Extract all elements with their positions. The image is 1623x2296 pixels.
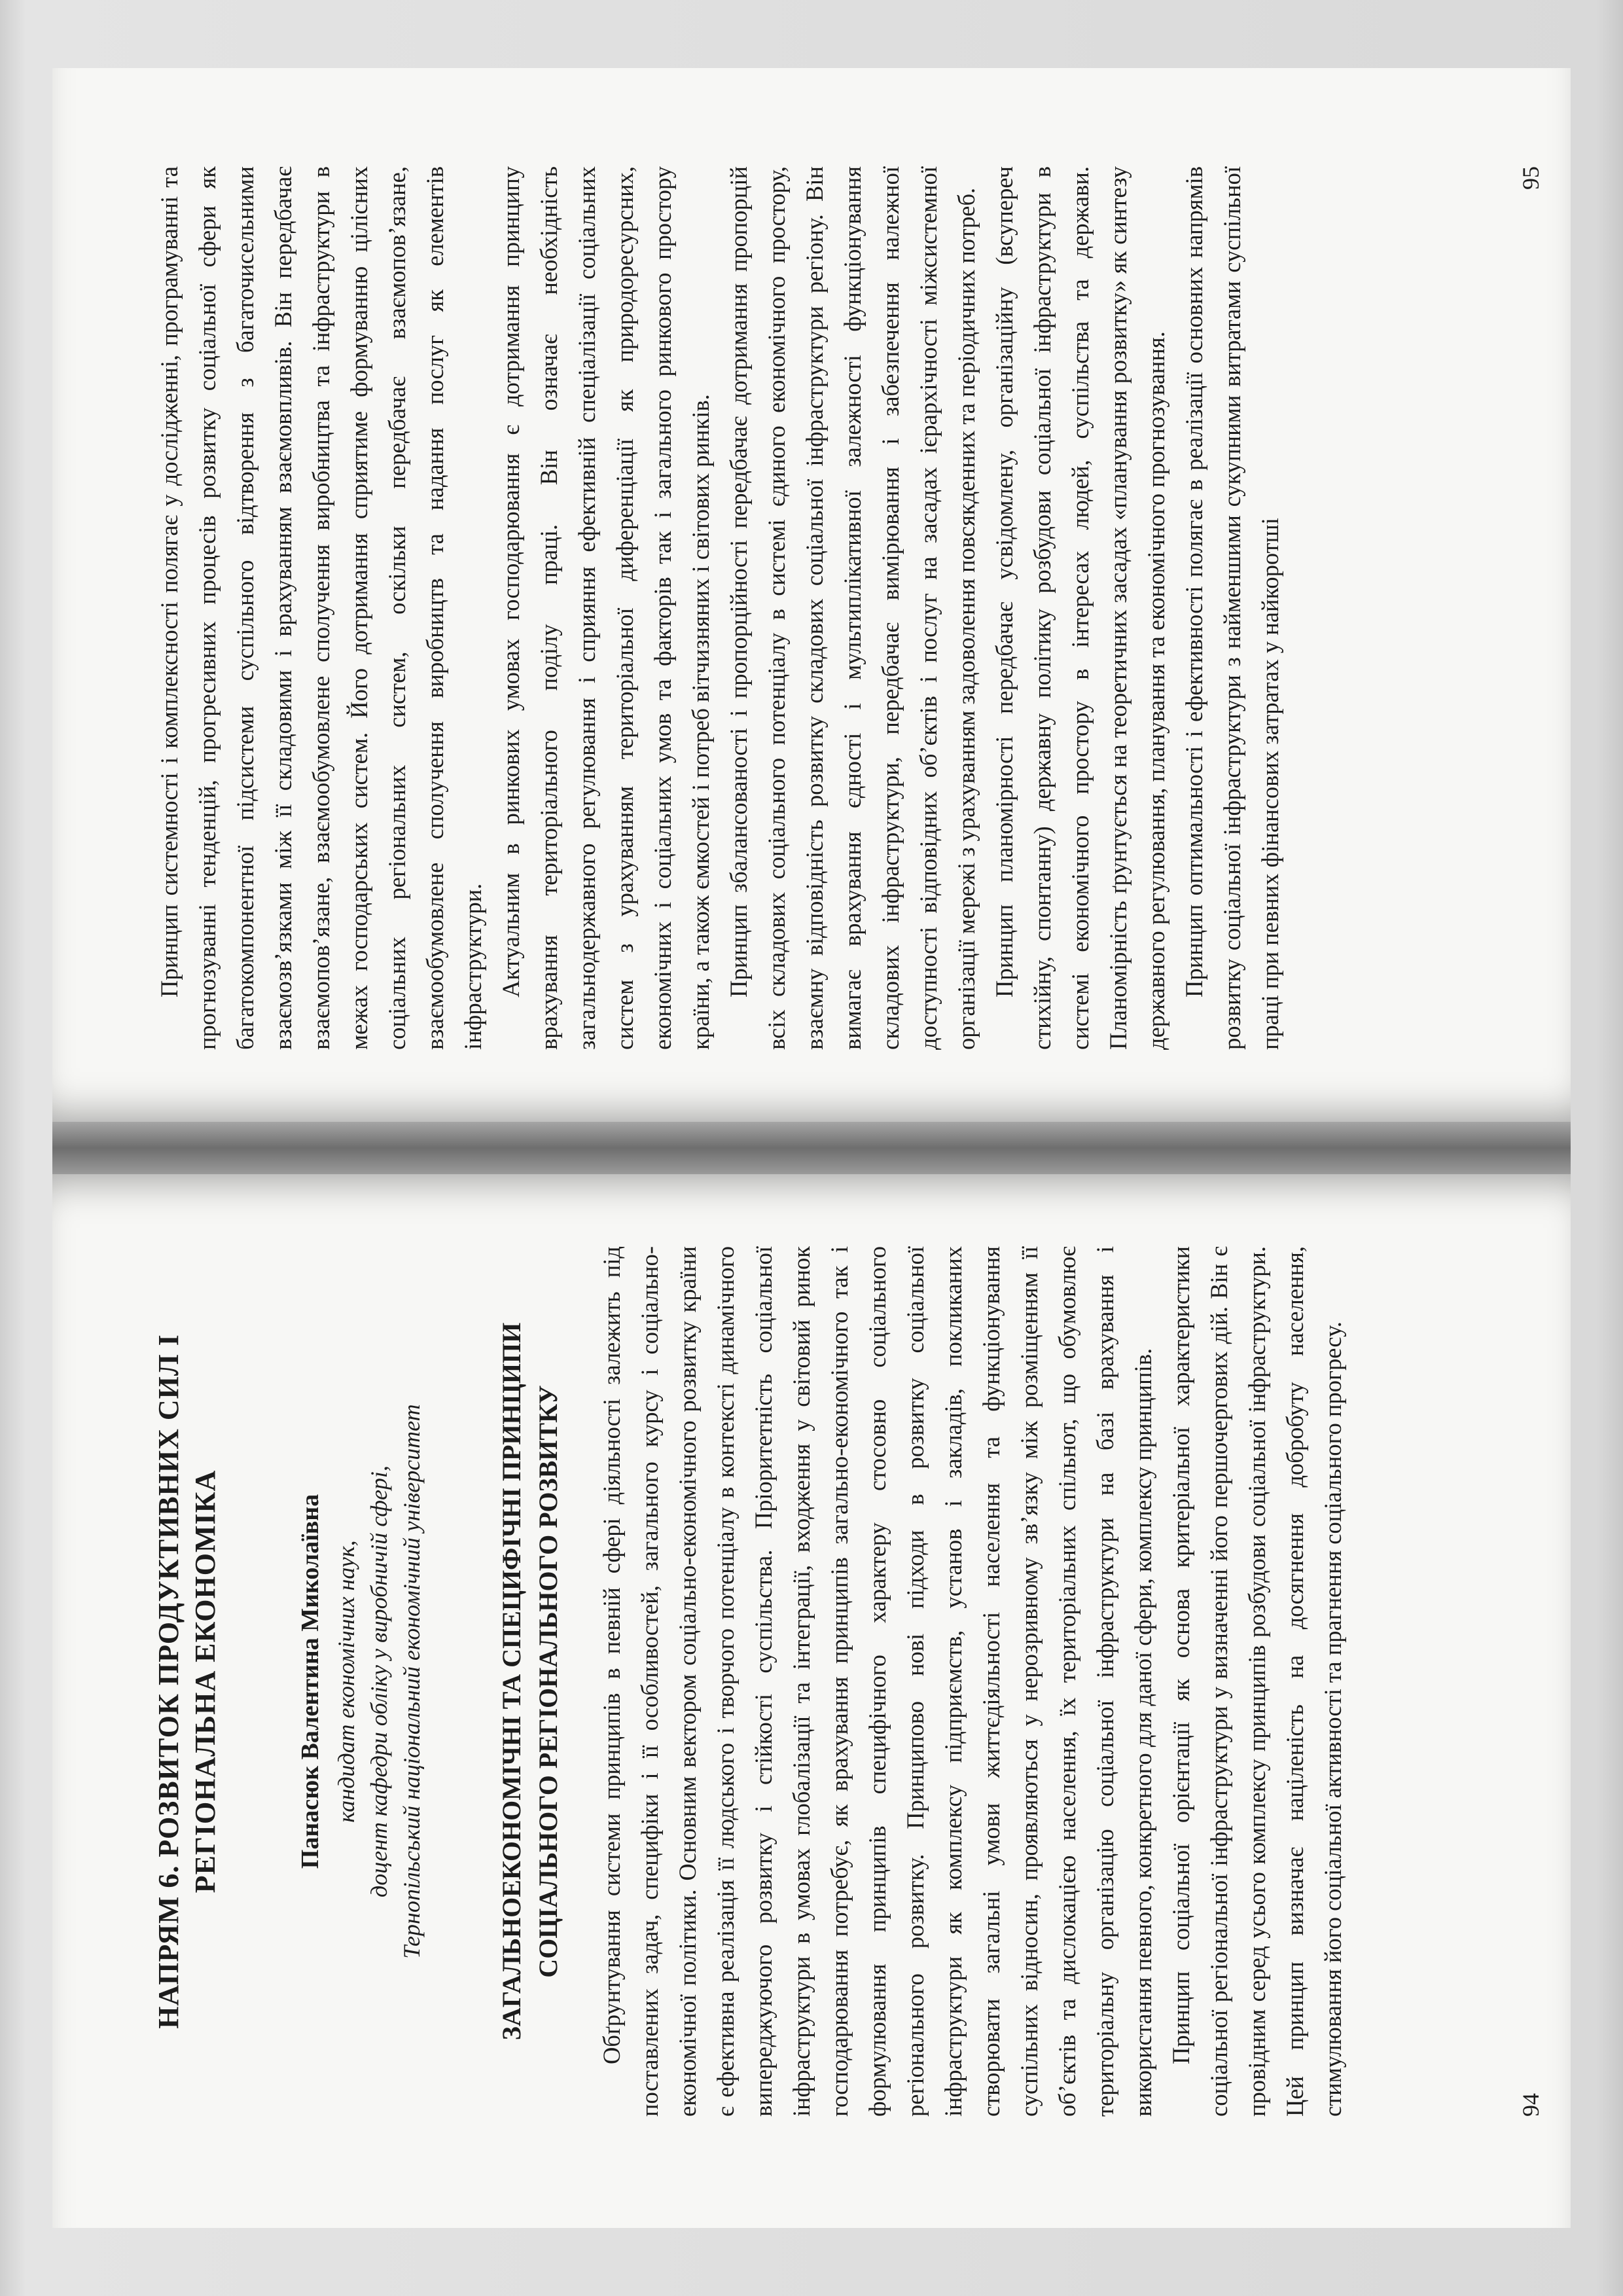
page-number: 95 bbox=[1518, 166, 1544, 190]
paragraph: Принцип системності і комплексності полягає у дослідженні, програмуванні та прогнозуванні тенденцій, прогресивних процесів розвитку соціальної сфери як багатокомпонентної підсистеми суспільного відтворення з багаточисельними взаємозв’язками між її складовими і врахуванням взаємовпливів. Він передбачає взаємопов’язане, взаємообумовлене сполучення виробництва та інфраструктури в межах господарських систем. Його дотримання сприятиме формуванню цілісних соціальних регіональних систем, оскільки передбачає взаємопов’язане, взаємообумовлене сполучення виробництв та надання послуг як елементів інфраструктури. bbox=[156, 166, 486, 1050]
paragraph: Актуальним в ринкових умовах господарювання є дотримання принципу врахування територіального поділу праці. Він означає необхідність загальнодержавного регулювання і сприяння ефективній спеціалізації соціальних систем з урахуванням територіальної диференціації як природоресурсних, економічних і соціальних умов та факторів так і загального ринкового простору країни, а також ємкостей і потреб вітчизняних і світових ринків. bbox=[497, 166, 714, 1050]
book-gutter bbox=[52, 1122, 1571, 1174]
paragraph: Принцип планомірності передбачає усвідомлену, організаційну (всупереч стихійну, спонтанну) державну політику розбудови соціальної інфраструктури в системі економічного простору в інтересах людей, суспільства та держави. Планомірність ґрунтується на теоретичних засадах «планування розвитку» як синтезу державного регулювання, планування та економічного прогнозування. bbox=[991, 166, 1169, 1050]
section-title: НАПРЯМ 6. РОЗВИТОК ПРОДУКТИВНИХ СИЛ І РЕГІОНАЛЬНА ЕКОНОМІКА bbox=[152, 1334, 221, 2029]
paragraph: Принцип збалансованості і пропорційності передбачає дотримання пропорцій всіх складових соціального потенціалу в системі єдиного економічного простору, взаємну відповідність розвитку складових соціальної інфраструктури регіону. Він вимагає врахування єдності і мультиплікативної залежності функціонування складових інфраструктури, передбачає вимірювання і забезпечення належної доступності відповідних об’єктів і послуг на засадах ієрархічності міжсистемної організації мережі з урахуванням задоволення повсякденних та періодичних потреб. bbox=[725, 166, 980, 1050]
author-degree: кандидат економічних наук, bbox=[333, 1540, 359, 1823]
article-title: ЗАГАЛЬНОЕКОНОМІЧНІ ТА СПЕЦИФІЧНІ ПРИНЦИПИ СОЦІАЛЬНОГО РЕГІОНАЛЬНОГО РОЗВИТКУ bbox=[497, 1322, 563, 2041]
right-page bbox=[52, 68, 1571, 1122]
author-affiliation: Тернопільський національний економічний університет bbox=[399, 1404, 425, 1959]
book-spread bbox=[52, 68, 1571, 2228]
paragraph: Обґрунтування системи принципів в певній сфері діяльності залежить під поставлених задач, специфіки і її особливостей, загального курсу і соціально-економічної політики. Основним вектором соціально-економічного розвитку країни є ефективна реалізація її людського і творчого потенціалу в контексті динамічного випереджуючого розвитку і стійкості суспільства. Пріоритетність соціальної інфраструктури в умовах глобалізації та інтеграції, входження у світовий ринок господарювання потребує, як врахування принципів загально-економічного так і формулювання принципів специфічного характеру стосовно соціального регіонального розвитку. Принципово нові підходи в розвитку соціальної інфраструктури як комплексу підприємств, установ і закладів, покликаних створювати загальні умови життєдіяльності населення та функціонування суспільних відносин, проявляються у нерозривному зв’язку між розміщенням її об’єктів та дислокацією населення, їх територіальних спільнот, що обумовлює територіальну організацію соціальної інфраструктури на базі врахування і використання певного, конкретного для даної сфери, комплексу принципів. bbox=[598, 1246, 1156, 2117]
author-name: Панасюк Валентина Миколаївна bbox=[296, 1494, 324, 1869]
author-position: доцент кафедри обліку у виробничій сфері, bbox=[366, 1465, 392, 1897]
paragraph: Принцип оптимальності і ефективності полягає в реалізації основних напрямів розвитку соціальної інфраструктури з найменшими сукупними витратами суспільної праці при певних фінансових затратах у найкоротші bbox=[1181, 166, 1283, 1050]
paragraph: Принцип соціальної орієнтації як основа критеріальної характеристики соціальної регіональної інфраструктури у визначенні його першочергових дій. Він є провідним серед усього комплексу принципів розбудови соціальної інфраструктури. Цей принцип визначає націленість на досягнення добробуту населення, стимулювання його соціальної активності та прагнення соціального прогресу. bbox=[1168, 1246, 1346, 2117]
page-number: 94 bbox=[1518, 2093, 1544, 2117]
left-page bbox=[52, 1174, 1571, 2228]
